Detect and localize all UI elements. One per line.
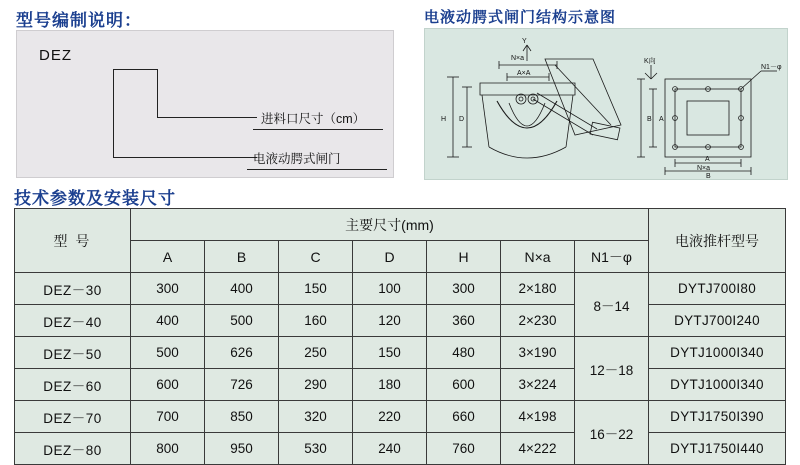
header-model: 型 号 (15, 209, 131, 273)
cell-b: 850 (205, 401, 279, 433)
label-axis-y: Y (522, 38, 527, 45)
header-col-h: H (427, 241, 501, 273)
cell-h: 600 (427, 369, 501, 401)
structure-diagram (424, 28, 788, 180)
cell-a: 500 (131, 337, 205, 369)
table-row (15, 305, 786, 337)
cell-b: 626 (205, 337, 279, 369)
spec-table-head (15, 209, 786, 273)
cell-model: DEZ－40 (15, 305, 131, 337)
cell-h: 660 (427, 401, 501, 433)
cell-b: 500 (205, 305, 279, 337)
table-header-row-1 (15, 209, 786, 241)
cell-b: 950 (205, 433, 279, 465)
leader-line-horizontal-1 (157, 117, 257, 118)
cell-n1phi-group-2: 12－18 (575, 337, 649, 401)
cell-nxa: 2×180 (501, 273, 575, 305)
cell-model: DEZ－80 (15, 433, 131, 465)
model-section-title: 型号编制说明： (16, 11, 142, 30)
label-a-bottom: A (705, 156, 710, 163)
cell-nxa: 4×222 (501, 433, 575, 465)
spec-table-wrapper (14, 208, 786, 465)
label-n1-phi: N1－φ (761, 64, 782, 71)
header-col-a: A (131, 241, 205, 273)
header-col-d: D (353, 241, 427, 273)
label-h: H (441, 116, 447, 123)
cell-nxa: 3×190 (501, 337, 575, 369)
label-b-bottom: B (706, 173, 711, 179)
label-b-left: B (647, 116, 652, 123)
cell-b: 726 (205, 369, 279, 401)
inlet-size-underline (253, 129, 383, 130)
label-d: D (459, 116, 465, 123)
cell-d: 180 (353, 369, 427, 401)
label-a-left: A (659, 116, 664, 123)
cell-push-rod: DYTJ1000I340 (649, 369, 786, 401)
cell-a: 300 (131, 273, 205, 305)
leader-line-vertical-1 (113, 69, 114, 157)
table-row (15, 433, 786, 465)
header-col-nxa: N×a (501, 241, 575, 273)
cell-c: 290 (279, 369, 353, 401)
cell-h: 300 (427, 273, 501, 305)
header-col-b: B (205, 241, 279, 273)
cell-push-rod: DYTJ1750I440 (649, 433, 786, 465)
leader-line-horizontal-2 (113, 157, 257, 158)
cell-c: 250 (279, 337, 353, 369)
diagram-section-title: 电液动腭式闸门结构示意图 (424, 9, 617, 26)
cell-model: DEZ－60 (15, 369, 131, 401)
cell-d: 240 (353, 433, 427, 465)
spec-table-body (15, 273, 786, 465)
table-row (15, 401, 786, 433)
cell-c: 160 (279, 305, 353, 337)
cell-a: 400 (131, 305, 205, 337)
cell-a: 600 (131, 369, 205, 401)
params-section-title: 技术参数及安装尺寸 (14, 189, 176, 208)
label-nxa-top: N×a (511, 55, 525, 62)
cell-nxa: 2×230 (501, 305, 575, 337)
cell-nxa: 3×224 (501, 369, 575, 401)
leader-line-vertical-2 (157, 69, 158, 117)
cell-a: 700 (131, 401, 205, 433)
cell-push-rod: DYTJ1750I390 (649, 401, 786, 433)
cell-model: DEZ－70 (15, 401, 131, 433)
cell-model: DEZ－50 (15, 337, 131, 369)
gate-type-underline (247, 169, 387, 170)
label-k-view: K向 (644, 58, 656, 65)
cell-c: 530 (279, 433, 353, 465)
spec-table (14, 208, 786, 465)
cell-n1phi-group-3: 16－22 (575, 401, 649, 465)
cell-model: DEZ－30 (15, 273, 131, 305)
cell-push-rod: DYTJ700I240 (649, 305, 786, 337)
header-col-c: C (279, 241, 353, 273)
table-row (15, 369, 786, 401)
cell-a: 800 (131, 433, 205, 465)
cell-c: 150 (279, 273, 353, 305)
cell-d: 120 (353, 305, 427, 337)
model-code-label: DEZ (39, 47, 72, 64)
table-row (15, 273, 786, 305)
cell-d: 220 (353, 401, 427, 433)
label-axa: A×A (517, 70, 531, 77)
cell-c: 320 (279, 401, 353, 433)
cell-h: 360 (427, 305, 501, 337)
leader-bracket (113, 69, 158, 70)
model-explanation-box (16, 30, 394, 178)
header-push-rod: 电液推杆型号 (649, 209, 786, 273)
cell-h: 480 (427, 337, 501, 369)
cell-nxa: 4×198 (501, 401, 575, 433)
cell-n1phi-group-1: 8－14 (575, 273, 649, 337)
cell-d: 100 (353, 273, 427, 305)
header-main-dims: 主要尺寸(mm) (131, 209, 649, 241)
cell-push-rod: DYTJ700I80 (649, 273, 786, 305)
cell-h: 760 (427, 433, 501, 465)
cell-d: 150 (353, 337, 427, 369)
diagram-svg (425, 29, 787, 179)
cell-push-rod: DYTJ1000I340 (649, 337, 786, 369)
header-col-n1phi: N1－φ (575, 241, 649, 273)
cell-b: 400 (205, 273, 279, 305)
label-nxa-bottom: N×a (697, 165, 711, 172)
gate-type-label: 电液动腭式闸门 (253, 152, 341, 166)
inlet-size-label: 进料口尺寸（cm） (261, 112, 366, 126)
table-row (15, 337, 786, 369)
